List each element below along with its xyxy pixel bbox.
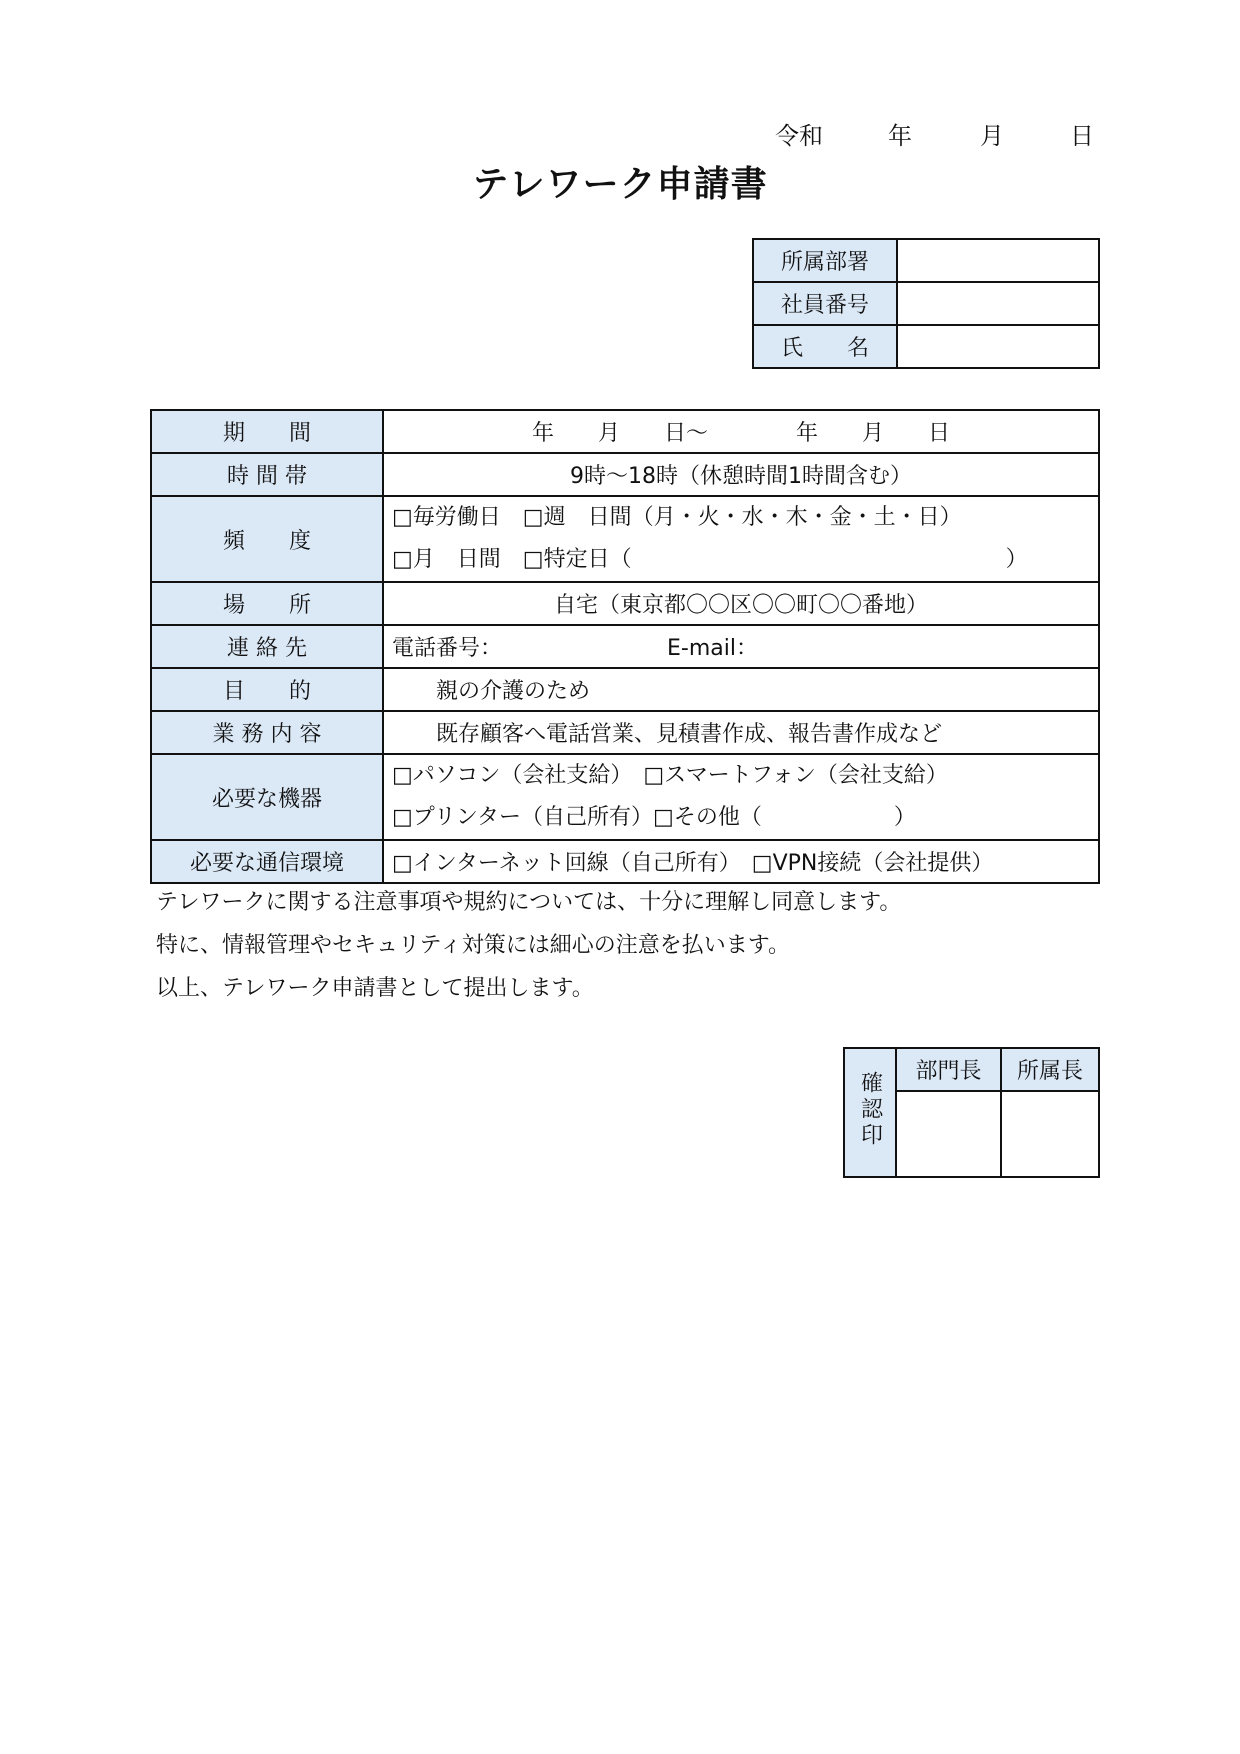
network-field[interactable]: □インターネット回線（自己所有） □VPN接続（会社提供）: [383, 840, 1099, 883]
approval-stamp-text: 確認印: [857, 1070, 883, 1149]
department-label: 所属部署: [753, 239, 897, 282]
equipment-options-line1[interactable]: □パソコン（会社支給） □スマートフォン（会社支給）: [392, 763, 948, 788]
duties-label: 業 務 内 容: [151, 711, 383, 754]
timeslot-label: 時 間 帯: [151, 453, 383, 496]
contact-label: 連 絡 先: [151, 625, 383, 668]
note-line-1: テレワークに関する注意事項や規約については、十分に理解し同意します。: [156, 890, 902, 915]
name-label: 氏 名: [753, 325, 897, 368]
place-field[interactable]: 自宅（東京都〇〇区〇〇町〇〇番地）: [383, 582, 1099, 625]
department-field[interactable]: [897, 239, 1099, 282]
dept-head-stamp-box[interactable]: [896, 1091, 1001, 1177]
frequency-options-line1[interactable]: □毎労働日 □週 日間（月・火・水・木・金・土・日）: [392, 505, 962, 530]
date-day: 日: [1070, 122, 1094, 150]
period-field[interactable]: 年 月 日～ 年 月 日: [383, 410, 1099, 453]
date-month: 月: [980, 122, 1004, 150]
document-title: テレワーク申請書: [472, 164, 768, 205]
timeslot-field[interactable]: 9時～18時（休憩時間1時間含む）: [383, 453, 1099, 496]
date-year: 年: [888, 122, 912, 150]
frequency-label: 頻 度: [151, 496, 383, 582]
equipment-label: 必要な機器: [151, 754, 383, 840]
employee-number-label: 社員番号: [753, 282, 897, 325]
section-head-stamp-box[interactable]: [1001, 1091, 1099, 1177]
place-label: 場 所: [151, 582, 383, 625]
note-line-2: 特に、情報管理やセキュリティ対策には細心の注意を払います。: [156, 933, 791, 958]
date-era: 令和: [775, 122, 823, 150]
period-label: 期 間: [151, 410, 383, 453]
frequency-options-line2[interactable]: □月 日間 □特定日（ ）: [392, 547, 1028, 572]
dept-head-label: 部門長: [896, 1048, 1001, 1091]
equipment-options-line2[interactable]: □プリンター（自己所有）□その他（ ）: [392, 805, 916, 830]
employee-number-field[interactable]: [897, 282, 1099, 325]
employee-info-table: [752, 238, 1100, 369]
duties-field[interactable]: 既存顧客へ電話営業、見積書作成、報告書作成など: [383, 711, 1099, 754]
purpose-field[interactable]: 親の介護のため: [383, 668, 1099, 711]
approval-stamp-table: [843, 1047, 1100, 1178]
application-table: [150, 409, 1100, 884]
equipment-field[interactable]: [383, 754, 1099, 840]
contact-field[interactable]: [383, 625, 1099, 668]
email-label: E-mail：: [667, 636, 758, 661]
approval-stamp-label: [844, 1048, 896, 1177]
frequency-field[interactable]: [383, 496, 1099, 582]
section-head-label: 所属長: [1001, 1048, 1099, 1091]
purpose-label: 目 的: [151, 668, 383, 711]
network-label: 必要な通信環境: [151, 840, 383, 883]
note-line-3: 以上、テレワーク申請書として提出します。: [156, 976, 594, 1001]
phone-label: 電話番号：: [392, 636, 503, 661]
name-field[interactable]: [897, 325, 1099, 368]
